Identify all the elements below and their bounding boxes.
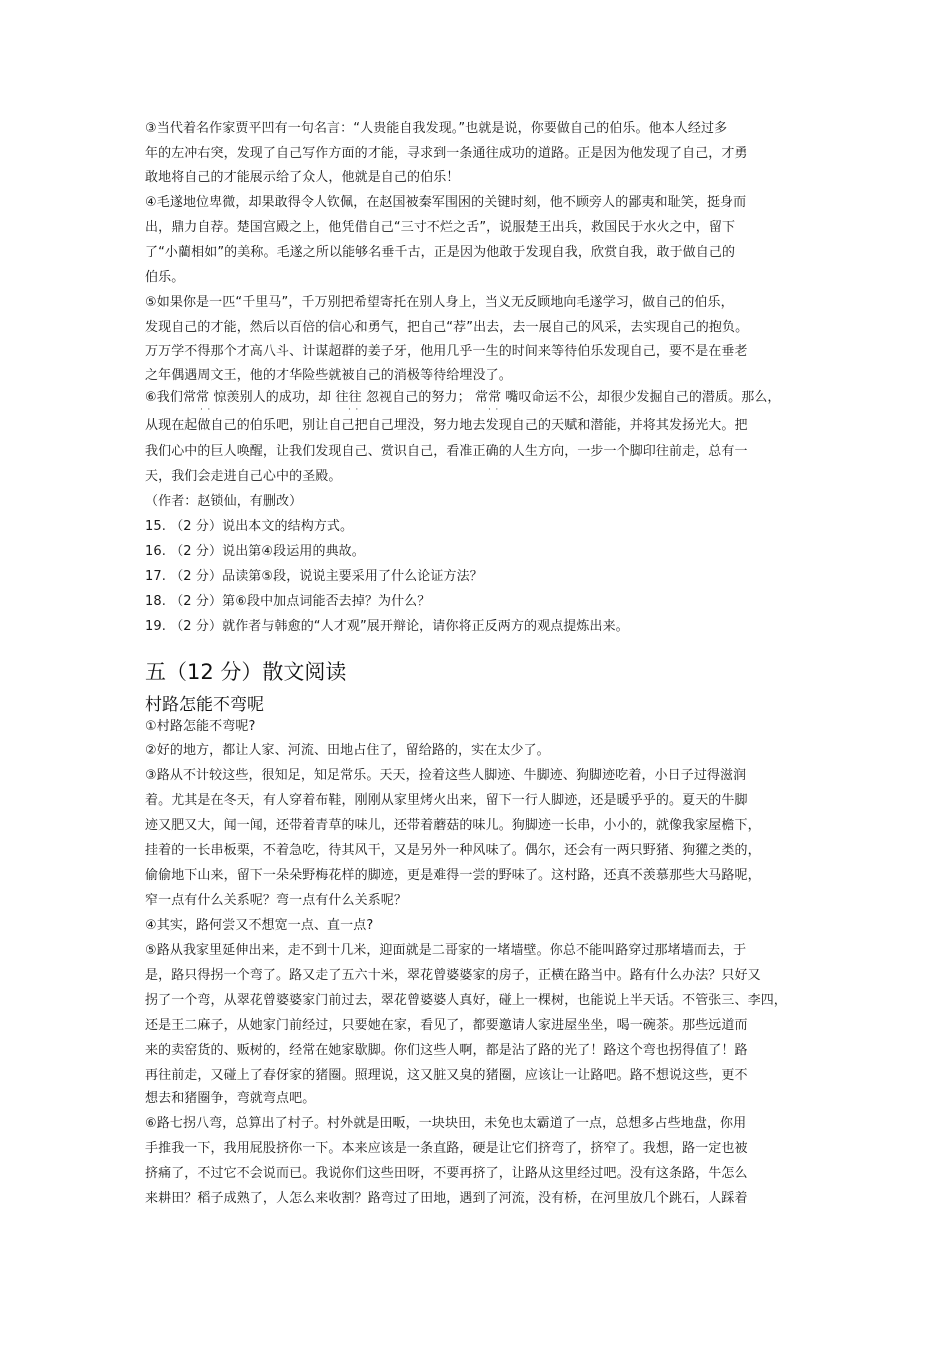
paragraph-line: ③当代着名作家贾平凹有一句名言：“人贵能自我发现。”也就是说，你要做自己的伯乐。他本人经过多	[145, 121, 728, 136]
paragraph-line: 从现在起做自己的伯乐吧，别让自己把自己埋没，努力地去发现自己的天赋和潜能，并将其发扬光大。把	[145, 418, 748, 433]
essay-line: 挤痛了，不过它不会说而已。我说你们这些田呀，不要再挤了，让路从这里经过吧。没有这条路，牛怎么	[145, 1166, 748, 1181]
essay-line: ②好的地方，都让人家、河流、田地占住了，留给路的，实在太少了。	[145, 743, 550, 758]
question-18: 18. （2 分）第⑥段中加点词能否去掉？为什么？	[145, 594, 431, 609]
emphasis-dots: · ·	[200, 405, 211, 415]
essay-line: 窄一点有什么关系呢？弯一点有什么关系呢？	[145, 893, 408, 908]
essay-line: ⑥路七拐八弯，总算出了村子。村外就是田畈，一块块田，未免也太霸道了一点，总想多占些地盘，你用	[145, 1116, 747, 1131]
paragraph-line: 天，我们会走进自己心中的圣殿。	[145, 469, 342, 484]
paragraph-line: 我们心中的巨人唤醒，让我们发现自己、赏识自己，看准正确的人生方向，一步一个脚印往前走，总有一	[145, 444, 748, 459]
paragraph-line: ④毛遂地位卑微，却果敢得令人钦佩，在赵国被秦军围困的关键时刻，他不顾旁人的鄙夷和耻笑，挺身而	[145, 195, 747, 210]
section-heading: 五（12 分）散文阅读	[145, 660, 347, 684]
essay-line: 拐了一个弯，从翠花曾婆婆家门前过去，翠花曾婆婆人真好，碰上一棵树，也能说上半天话。不管张三、李四，	[145, 993, 787, 1008]
essay-line: 挂着的一长串板栗，不着急吃，待其风干，又是另外一种风味了。偶尔，还会有一两只野猪、狗獾之类的，	[145, 843, 761, 858]
paragraph-line: 伯乐。	[145, 270, 185, 285]
paragraph-line: 出，鼎力自荐。楚国宫殿之上，他凭借自己“三寸不烂之舌”，说服楚王出兵，救国民于水火之中，留下	[145, 220, 736, 235]
question-16: 16. （2 分）说出第④段运用的典故。	[145, 544, 365, 559]
paragraph-line-with-emphasis: ⑥我们常常 惊羡别人的成功，却 往往 忽视自己的努力； 常常 嘴叹命运不公，却很少发掘自己的潜质。那么，	[145, 390, 781, 405]
paragraph-line: 年的左冲右突，发现了自己写作方面的才能，寻求到一条通往成功的道路。正是因为他发现了自己，才勇	[145, 146, 748, 161]
paragraph-line: ⑤如果你是一匹“千里马”，千万别把希望寄托在别人身上，当义无反顾地向毛遂学习，做自己的伯乐，	[145, 295, 734, 310]
essay-line: ③路从不计较这些，很知足，知足常乐。天天，捡着这些人脚迹、牛脚迹、狗脚迹吃着，小日子过得滋润	[145, 768, 747, 783]
question-15: 15. （2 分）说出本文的结构方式。	[145, 519, 354, 534]
essay-line: 迹又肥又大，闻一闻，还带着青草的味儿，还带着蘑菇的味儿。狗脚迹一长串，小小的，就像我家屋檐下，	[145, 818, 761, 833]
emphasis-dots: · ·	[348, 405, 359, 415]
question-19: 19. （2 分）就作者与韩愈的“人才观”展开辩论，请你将正反两方的观点提炼出来。	[145, 619, 629, 634]
paragraph-line: 之年偶遇周文王，他的才华险些就被自己的消极等待给埋没了。	[145, 368, 512, 383]
essay-line: 手推我一下，我用屁股挤你一下。本来应该是一条直路，硬是让它们挤弯了，挤窄了。我想，路一定也被	[145, 1141, 748, 1156]
essay-line: 着。尤其是在冬天，有人穿着布鞋，刚刚从家里烤火出来，留下一行人脚迹，还是暖乎乎的。夏天的牛脚	[145, 793, 748, 808]
essay-line: ⑤路从我家里延伸出来，走不到十几米，迎面就是二哥家的一堵墙壁。你总不能叫路穿过那堵墙而去，于	[145, 943, 747, 958]
question-17: 17. （2 分）品读第⑤段，说说主要采用了什么论证方法？	[145, 569, 483, 584]
essay-line: 还是王二麻子，从她家门前经过，只要她在家，看见了，都要邀请人家进屋坐坐，喝一碗茶。那些远道而	[145, 1018, 748, 1033]
author-note: （作者：赵锁仙，有删改）	[145, 494, 303, 509]
essay-line: 偷偷地下山来，留下一朵朵野梅花样的脚迹，更是难得一尝的野味了。这村路，还真不羡慕那些大马路呢，	[145, 868, 761, 883]
essay-line: ④其实，路何尝又不想宽一点、直一点?	[145, 918, 374, 933]
paragraph-line: 了“小藺相如”的美称。毛遂之所以能够名垂千古，正是因为他敢于发现自我，欣赏自我，敢于做自己的	[145, 245, 736, 260]
paragraph-line: 发现自己的才能，然后以百倍的信心和勇气，把自己“荐”出去，去一展自己的风采，去实现自己的抱负。	[145, 320, 749, 335]
essay-line: 再往前走，又碰上了春伢家的猪圈。照理说，这又脏又臭的猪圈，应该让一让路吧。路不想说这些，更不	[145, 1068, 748, 1083]
paragraph-line: 敢地将自己的才能展示给了众人，他就是自己的伯乐！	[145, 170, 460, 185]
paragraph-line: 万万学不得那个才高八斗、计谋超群的姜子牙，他用几乎一生的时间来等待伯乐发现自己，要不是在垂老	[145, 344, 748, 359]
essay-line: 来耕田？稻子成熟了，人怎么来收割？路弯过了田地，遇到了河流，没有桥，在河里放几个跳石，人踩着	[145, 1191, 748, 1206]
essay-line: 来的卖窑货的、贩树的，经常在她家歇脚。你们这些人啊，都是沾了路的光了！路这个弯也拐得值了！路	[145, 1043, 748, 1058]
essay-line: ①村路怎能不弯呢?	[145, 719, 256, 734]
essay-line: 想去和猪圈争，弯就弯点吧。	[145, 1091, 316, 1106]
essay-line: 是，路只得拐一个弯了。路又走了五六十米，翠花曾婆婆家的房子，正横在路当中。路有什么办法？只好又	[145, 968, 761, 983]
emphasis-dots: · ·	[488, 405, 499, 415]
essay-title: 村路怎能不弯呢	[145, 695, 264, 715]
